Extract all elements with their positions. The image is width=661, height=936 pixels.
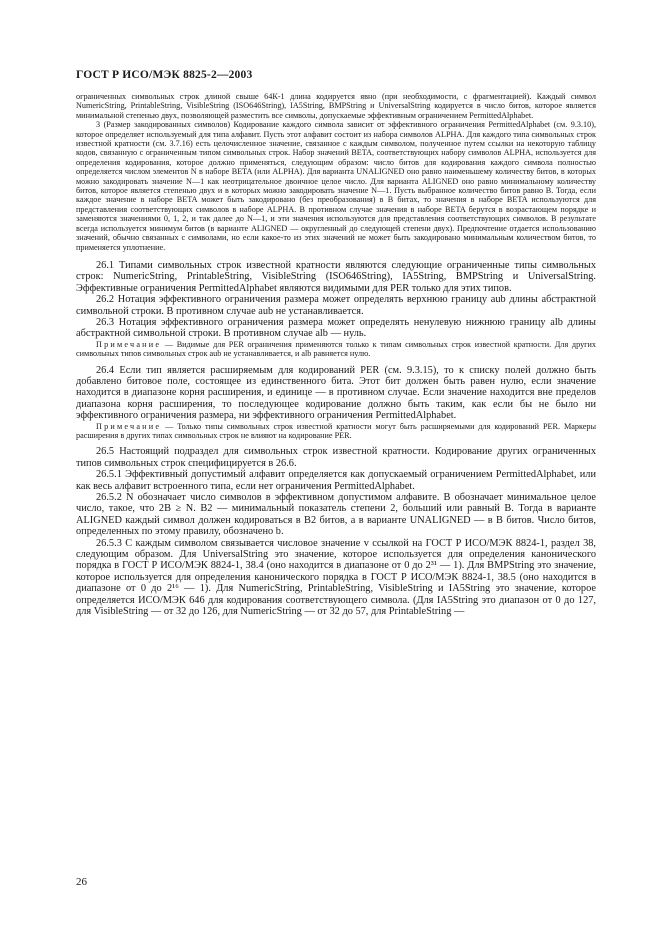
clause-26-5-1: 26.5.1 Эффективный допустимый алфавит определяется как допускаемый ограничением PermittedAlphabet, или как весь алфавит встроенного типа, если нет ограничения PermittedAlphabet.: [76, 469, 596, 492]
clause-26-5-3: 26.5.3 С каждым символом связывается числовое значение v ссылкой на ГОСТ Р ИСО/МЭК 8824-1, раздел 38, следующим образом. Для UniversalString это значение, которое используется для определения канонического порядка в ГОСТ Р ИСО/МЭК 8824-1, 38.4 (оно находится в диапазоне от 0 до 2³¹ — 1). Для BMPString это значение, которое используется для определения канонического порядка в ГОСТ Р ИСО/МЭК 8824-1, 38.5 (оно находится в диапазоне от 0 до 2¹⁶ — 1). Для NumericString, PrintableString, VisibleString и IA5String это значение, которое определяется ИСО/МЭК 646 для кодирования соответствующего символа. (Для IA5String это диапазон от 0 до 127, для VisibleString — от 32 до 126, для NumericString — от 32 до 57, для PrintableString —: [76, 537, 596, 618]
clause-26-4: 26.4 Если тип является расширяемым для кодирований PER (см. 9.3.15), то к списку полей должно быть добавлено битовое поле, состоящее из единственного бита. Этот бит должен быть равен нулю, если значение находится в диапазоне корня расширения, и единице — в противном случае. Если значение находится вне пределов диапазона корня расширения, то последующее кодирование должно быть таким, как если бы не было ни эффективного ограничения размера, ни эффективного ограничения PermittedAlphabet.: [76, 364, 596, 422]
clause-26-1: 26.1 Типами символьных строк известной кратности являются следующие ограниченные типы символьных строк: NumericString, PrintableString, VisibleString (ISO646String), IA5String, BMPString и UniversalString. Эффективные ограничения PermittedAlphabet являются видимыми для PER только для этих типов.: [76, 259, 596, 294]
paragraph-continuation: ограниченных символьных строк длиной свыше 64К-1 длина кодируется явно (при необходимости, с фрагментацией). Каждый символ NumericString, PrintableString, VisibleString (ISO646String), IA5String, BMPString и UniversalString кодируется в число битов, которое является минимальной степенью двух, позволяющей разместить все символы, допускаемые эффективным ограничением PermittedAlphabet.: [76, 92, 596, 120]
note-2: [76, 422, 596, 441]
clause-26-2: 26.2 Нотация эффективного ограничения размера может определять верхнюю границу aub длины абстрактной символьной строки. В противном случае aub не устанавливается.: [76, 294, 596, 317]
clause-26-5: 26.5 Настоящий подраздел для символьных строк известной кратности. Кодирование других ограниченных типов символьных строк специфицируется в 26.6.: [76, 446, 596, 469]
paragraph-character-size: 3 (Размер закодированных символов) Кодирование каждого символа зависит от эффективного ограничения PermittedAlphabet (см. 9.3.10), которое определяет используемый для типа алфавит. Пусть этот алфавит состоит из набора символов ALPHA. Для каждого типа символьных строк известной кратности (см. 3.7.16) есть целочисленное значение, связанное с каждым символом, полученное путем ссылки на некоторую таблицу кодов, связанную с ограниченным типом символьных строк. Набор значений BETA, соответствующих набору символов ALPHA, используется для определения кодирования, которое должно применяться, следующим образом: число битов для кодирования каждого символа полностью определяется числом элементов N в наборе BETA (или ALPHA). Для варианта UNALIGNED оно равно наименьшему количеству битов, в которых можно закодировать значение N—1 как неотрицательное двоичное целое число. Для варианта ALIGNED оно равно минимальному количеству битов, которое является степенью двух и в которых можно закодировать значение N—1. Пусть выбранное количество битов равно B. Тогда, если каждое значение в наборе BETA может быть закодировано (без преобразования) в B битах, то значения в наборе BETA используются для представления соответствующих символов в наборе ALPHA. В противном случае значения в наборе BETA берутся в возрастающем порядке и заменяются значениями 0, 1, 2, и так далее до N—1, и эти значения используются для представления соответствующих символов. В результате всегда используется минимум битов (в варианте ALIGNED — округленный до следующей степени двух). Предпочтение отдается использованию значений, обычно связанных с символами, но если какое-то из этих значений не может быть закодировано минимальным количеством битов, то применяется уплотнение.: [76, 120, 596, 252]
page-number: 26: [76, 876, 87, 888]
note-text: — Видимые для PER ограничения применяются только к типам символьных строк известной кратности. Для других символьных типов символьных строк aub не устанавливается, и alb равняется нулю.: [76, 339, 596, 359]
note-label: Примечание: [96, 339, 162, 349]
clause-26-5-2: 26.5.2 N обозначает число символов в эффективном допустимом алфавите. B обозначает минимальное целое число, такое, что 2B ≥ N. B2 — минимальный показатель степени 2, больший или равный B. Тогда в варианте ALIGNED каждый символ должен кодироваться в B2 битов, а в варианте UNALIGNED — в B битов. Число битов, определенных по этому правилу, обозначено b.: [76, 492, 596, 538]
page-body: [76, 92, 596, 618]
note-label: Примечание: [96, 421, 162, 431]
note-1: [76, 340, 596, 359]
page-header: ГОСТ Р ИСО/МЭК 8825-2—2003: [76, 69, 253, 81]
note-text: — Только типы символьных строк известной кратности могут быть расширяемыми для кодирований PER. Маркеры расширения в других типах символьных строк не влияют на кодирование PER.: [76, 421, 596, 440]
clause-26-3: 26.3 Нотация эффективного ограничения размера может определять ненулевую нижнюю границу alb длины абстрактной символьной строки. В противном случае alb — нуль.: [76, 316, 596, 340]
